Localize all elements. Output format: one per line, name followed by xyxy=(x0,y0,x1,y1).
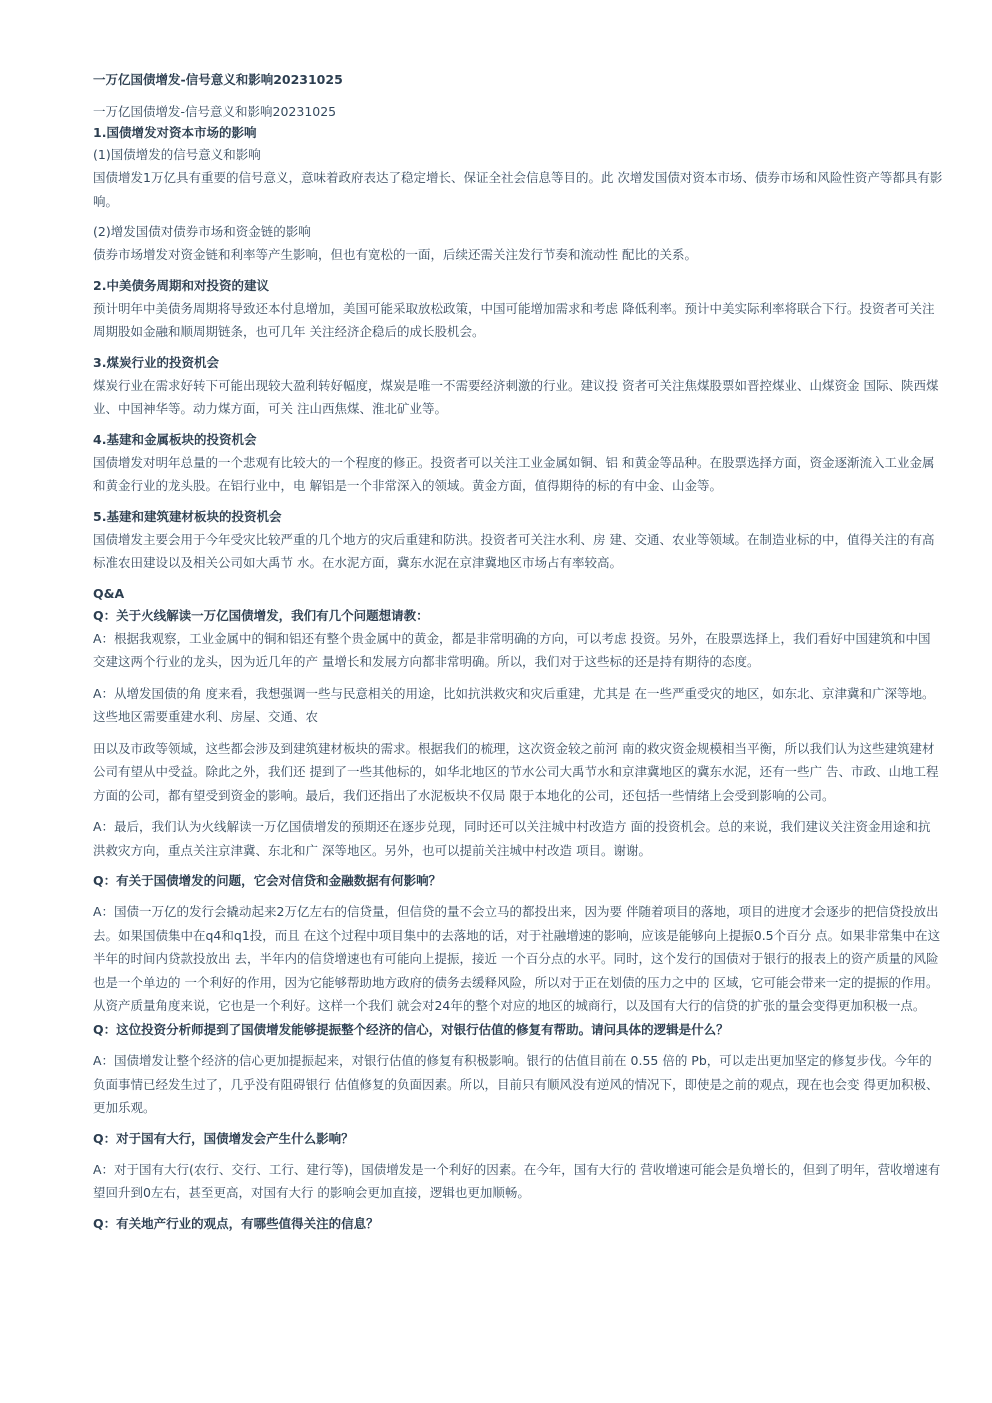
section-5-paragraph: 国债增发主要会用于今年受灾比较严重的几个地方的灾后重建和防洪。投资者可关注水利、房 建、交通、农业等领域。在制造业标的中，值得关注的有高标准农田建设以及相关公司如大禹节 水。在水泥方面，冀东水泥在京津冀地区市场占有率较高。 xyxy=(93,531,935,570)
question-4: Q：对于国有大行，国债增发会产生什么影响？ xyxy=(93,1130,354,1146)
answer-1-part-4: A：最后，我们认为火线解读一万亿国债增发的预期还在逐步兑现，同时还可以关注城中村改造方 面的投资机会。总的来说，我们建议关注资金用途和抗洪救灾方向，重点关注京津冀、东北和广 深等地区。另外，也可以提前关注城中村改造 项目。谢谢。 xyxy=(93,819,931,858)
section-1-heading: 1.国债增发对资本市场的影响 xyxy=(93,125,257,140)
answer-1-part-3: 田以及市政等领域，这些都会涉及到建筑建材板块的需求。根据我们的梳理，这次资金较之前河 南的救灾资金规模相当平衡，所以我们认为这些建筑建材公司有望从中受益。除此之外，我们还 提到了一些其他标的，如华北地区的节水公司大禹节水和京津冀地区的冀东水泥，还有一些广 告、市政、山地工程方面的公司，都有望受到资金的影响。最后，我们还指出了水泥板块不仅局 限于本地化的公司，还包括一些情绪上会受到影响的公司。 xyxy=(93,740,939,803)
section-2-heading: 2.中美债务周期和对投资的建议 xyxy=(93,277,269,293)
question-1: Q：关于火线解读一万亿国债增发，我们有几个问题想请教： xyxy=(93,607,429,623)
question-2: Q：有关于国债增发的问题，它会对信贷和金融数据有何影响？ xyxy=(93,873,442,888)
section-1-paragraph-1: 国债增发1万亿具有重要的信号意义，意味着政府表达了稳定增长、保证全社会信息等目的。此 次增发国债对资本市场、债券市场和风险性资产等都具有影响。 xyxy=(93,170,943,209)
question-3: Q：这位投资分析师提到了国债增发能够提振整个经济的信心，对银行估值的修复有帮助。请问具体的逻辑是什么？ xyxy=(93,1021,729,1037)
section-2-paragraph: 预计明年中美债务周期将导致还本付息增加，美国可能采取放松政策，中国可能增加需求和考虑 降低利率。预计中美实际利率将联合下行。投资者可关注周期股如金融和顺周期链条，也可几年 关注经济企稳后的成长股机会。 xyxy=(93,300,935,339)
section-1-subheading-1: (1)国债增发的信号意义和影响 xyxy=(93,147,261,162)
section-3-heading: 3.煤炭行业的投资机会 xyxy=(93,354,219,370)
answer-1-part-1: A：根据我观察，工业金属中的铜和铝还有整个贵金属中的黄金，都是非常明确的方向，可以考虑 投资。另外，在股票选择上，我们看好中国建筑和中国交建这两个行业的龙头，因为近几年的产 量增长和发展方向都非常明确。所以，我们对于这些标的还是持有期待的态度。 xyxy=(93,630,931,669)
answer-3: A：国债增发让整个经济的信心更加提振起来，对银行估值的修复有积极影响。银行的估值目前在 0.55 倍的 Pb，可以走出更加坚定的修复步伐。今年的负面事情已经发生过了，几乎没有阻碍银行 估值修复的负面因素。所以，目前只有顺风没有逆风的情况下，即使是之前的观点，现在也会变 得更加积极、更加乐观。 xyxy=(93,1053,939,1115)
answer-2-text: A：国债一万亿的发行会撬动起来2万亿左右的信贷量，但信贷的量不会立马的都投出来，因为要 伴随着项目的落地，项目的进度才会逐步的把信贷投放出去。如果国债集中在q4和q1投，而且 在这个过程中项目集中的去落地的话，对于社融增速的影响，应该是能够向上提振0.5个百分 点。如果非常集中在这半年的时间内贷款投放出 去，半年内的信贷增速也有可能向上提振，接近 一个百分点的水平。同时，这个发行的国债对于银行的报表上的资产质量的风险也是一个单边的 一个利好的作用，因为它能够帮助地方政府的债务去缓释风险，所以对于正在划债的压力之中的 区域，它可能会带来一定的提振的作用。从资产质量角度来说，它也是一个利好。这样一个我们 就会对24年的整个对应的地区的城商行，以及国有大行的信贷的扩张的量会变得更加积极一点。 xyxy=(93,904,941,1013)
document-subtitle: 一万亿国债增发-信号意义和影响20231025 xyxy=(93,104,337,119)
section-1-paragraph-2: 债券市场增发对资金链和利率等产生影响，但也有宽松的一面，后续还需关注发行节奏和流动性 配比的关系。 xyxy=(93,247,697,262)
answer-2 xyxy=(93,900,943,1041)
document-page xyxy=(93,70,943,1243)
section-4-paragraph: 国债增发对明年总量的一个悲观有比较大的一个程度的修正。投资者可以关注工业金属如铜、铝 和黄金等品种。在股票选择方面，资金逐渐流入工业金属和黄金行业的龙头股。在铝行业中，电 解铝是一个非常深入的领域。黄金方面，值得期待的标的有中金、山金等。 xyxy=(93,454,935,493)
section-1-subheading-2: (2)增发国债对债券市场和资金链的影响 xyxy=(93,224,311,239)
answer-4: A：对于国有大行(农行、交行、工行、建行等)，国债增发是一个利好的因素。在今年，国有大行的 营收增速可能会是负增长的，但到了明年，营收增速有望回升到0左右，甚至更高，对国有大行 的影响会更加直接，逻辑也更加顺畅。 xyxy=(93,1161,941,1200)
section-3-paragraph: 煤炭行业在需求好转下可能出现较大盈利转好幅度，煤炭是唯一不需要经济刺激的行业。建议投 资者可关注焦煤股票如晋控煤业、山煤资金 国际、陕西煤业、中国神华等。动力煤方面，可关 注山西焦煤、淮北矿业等。 xyxy=(93,377,939,416)
question-5: Q：有关地产行业的观点，有哪些值得关注的信息？ xyxy=(93,1215,379,1231)
qa-label: Q&A xyxy=(93,585,125,601)
section-4-heading: 4.基建和金属板块的投资机会 xyxy=(93,431,257,447)
answer-1-part-2: A：从增发国债的角 度来看，我想强调一些与民意相关的用途，比如抗洪救灾和灾后重建，尤其是 在一些严重受灾的地区，如东北、京津冀和广深等地。这些地区需要重建水利、房屋、交通、农 xyxy=(93,685,935,724)
document-title: 一万亿国债增发-信号意义和影响20231025 xyxy=(93,72,343,87)
section-5-heading: 5.基建和建筑建材板块的投资机会 xyxy=(93,508,282,524)
